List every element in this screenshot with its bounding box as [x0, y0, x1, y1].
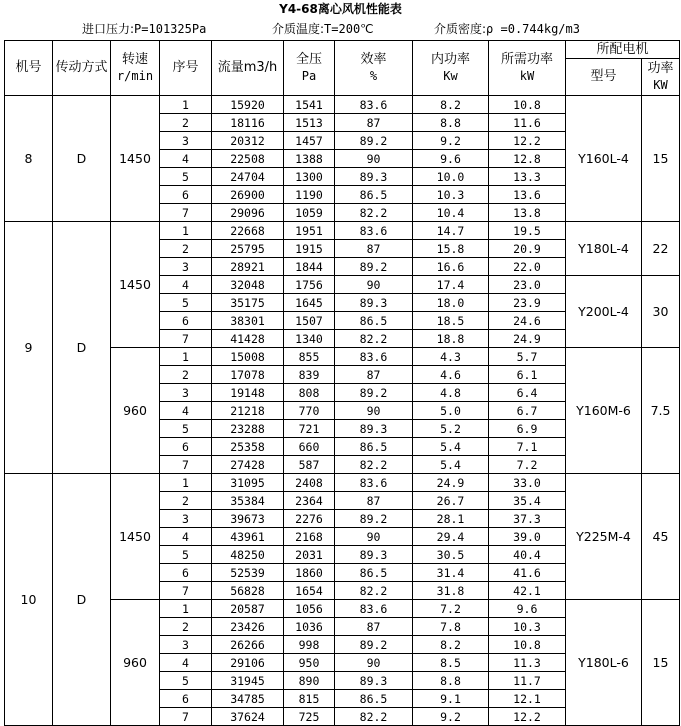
drive-cell: D [53, 222, 111, 474]
header-efficiency [335, 41, 413, 96]
required-power-cell: 22.0 [489, 258, 566, 276]
required-power-cell: 12.2 [489, 708, 566, 726]
flow-cell: 20587 [212, 600, 284, 618]
flow-cell: 35384 [212, 492, 284, 510]
table-body [5, 96, 680, 726]
medium-density [434, 19, 580, 39]
seq-cell: 7 [160, 582, 212, 600]
header-internal-power [413, 41, 489, 96]
flow-cell: 28921 [212, 258, 284, 276]
motor-power-cell: 15 [642, 600, 680, 726]
internal-power-cell: 18.8 [413, 330, 489, 348]
internal-power-cell: 9.2 [413, 708, 489, 726]
required-power-cell: 35.4 [489, 492, 566, 510]
drive-cell: D [53, 96, 111, 222]
header-speed-unit: r/min [116, 68, 154, 83]
required-power-cell: 37.3 [489, 510, 566, 528]
internal-power-cell: 7.8 [413, 618, 489, 636]
seq-cell: 6 [160, 438, 212, 456]
internal-power-cell: 7.2 [413, 600, 489, 618]
flow-cell: 18116 [212, 114, 284, 132]
pressure-cell: 1513 [284, 114, 335, 132]
header-efficiency-unit: % [369, 68, 378, 83]
pressure-cell: 1844 [284, 258, 335, 276]
pressure-cell: 1059 [284, 204, 335, 222]
header-motor-group [566, 41, 680, 59]
machine-no-cell: 8 [5, 96, 53, 222]
pressure-cell: 2031 [284, 546, 335, 564]
pressure-cell: 1300 [284, 168, 335, 186]
seq-cell: 6 [160, 564, 212, 582]
medium-density-label: 介质密度: [434, 22, 487, 36]
seq-cell: 7 [160, 204, 212, 222]
required-power-cell: 13.8 [489, 204, 566, 222]
flow-cell: 39673 [212, 510, 284, 528]
internal-power-cell: 30.5 [413, 546, 489, 564]
required-power-cell: 10.3 [489, 618, 566, 636]
seq-cell: 3 [160, 510, 212, 528]
efficiency-cell: 83.6 [335, 474, 413, 492]
seq-cell: 6 [160, 186, 212, 204]
pressure-cell: 587 [284, 456, 335, 474]
flow-cell: 29106 [212, 654, 284, 672]
header-machine-no [5, 41, 53, 96]
header-required-power-label: 所需功率 [500, 51, 553, 67]
internal-power-cell: 10.4 [413, 204, 489, 222]
header-pressure [284, 41, 335, 96]
efficiency-cell: 83.6 [335, 600, 413, 618]
required-power-cell: 33.0 [489, 474, 566, 492]
pressure-cell: 808 [284, 384, 335, 402]
flow-cell: 22668 [212, 222, 284, 240]
inlet-pressure-label: 进口压力: [82, 22, 135, 36]
required-power-cell: 6.9 [489, 420, 566, 438]
flow-cell: 26900 [212, 186, 284, 204]
internal-power-cell: 26.7 [413, 492, 489, 510]
pressure-cell: 2364 [284, 492, 335, 510]
required-power-cell: 12.1 [489, 690, 566, 708]
seq-cell: 1 [160, 96, 212, 114]
pressure-cell: 1457 [284, 132, 335, 150]
flow-cell: 25358 [212, 438, 284, 456]
internal-power-cell: 4.3 [413, 348, 489, 366]
speed-cell: 960 [111, 348, 160, 474]
internal-power-cell: 9.2 [413, 132, 489, 150]
header-internal-power-unit: Kw [443, 68, 458, 83]
seq-cell: 3 [160, 384, 212, 402]
speed-cell: 1450 [111, 96, 160, 222]
flow-cell: 23288 [212, 420, 284, 438]
internal-power-cell: 4.8 [413, 384, 489, 402]
efficiency-cell: 89.3 [335, 546, 413, 564]
header-efficiency-label: 效率 [360, 51, 387, 67]
header-flow [212, 41, 284, 96]
header-motor-power-label: 功率 [647, 60, 674, 76]
pressure-cell: 2168 [284, 528, 335, 546]
speed-cell: 1450 [111, 222, 160, 348]
efficiency-cell: 87 [335, 114, 413, 132]
seq-cell: 5 [160, 420, 212, 438]
internal-power-cell: 31.8 [413, 582, 489, 600]
flow-cell: 56828 [212, 582, 284, 600]
required-power-cell: 20.9 [489, 240, 566, 258]
seq-cell: 4 [160, 654, 212, 672]
required-power-cell: 6.1 [489, 366, 566, 384]
efficiency-cell: 86.5 [335, 186, 413, 204]
header-drive-label: 传动方式 [55, 60, 108, 75]
internal-power-cell: 5.2 [413, 420, 489, 438]
required-power-cell: 23.9 [489, 294, 566, 312]
internal-power-cell: 5.4 [413, 438, 489, 456]
flow-cell: 15920 [212, 96, 284, 114]
efficiency-cell: 82.2 [335, 204, 413, 222]
flow-cell: 17078 [212, 366, 284, 384]
efficiency-cell: 83.6 [335, 348, 413, 366]
efficiency-cell: 90 [335, 654, 413, 672]
efficiency-cell: 83.6 [335, 96, 413, 114]
efficiency-cell: 89.2 [335, 258, 413, 276]
seq-cell: 1 [160, 474, 212, 492]
required-power-cell: 19.5 [489, 222, 566, 240]
flow-cell: 48250 [212, 546, 284, 564]
efficiency-cell: 89.2 [335, 636, 413, 654]
internal-power-cell: 28.1 [413, 510, 489, 528]
flow-cell: 35175 [212, 294, 284, 312]
drive-cell: D [53, 474, 111, 726]
seq-cell: 1 [160, 600, 212, 618]
required-power-cell: 11.7 [489, 672, 566, 690]
medium-temperature-value: T=200℃ [324, 22, 374, 36]
efficiency-cell: 90 [335, 402, 413, 420]
required-power-cell: 39.0 [489, 528, 566, 546]
seq-cell: 2 [160, 492, 212, 510]
seq-cell: 1 [160, 348, 212, 366]
fan-performance-table [4, 40, 680, 726]
internal-power-cell: 29.4 [413, 528, 489, 546]
header-motor-model-label: 型号 [590, 69, 617, 84]
efficiency-cell: 86.5 [335, 438, 413, 456]
efficiency-cell: 89.3 [335, 672, 413, 690]
header-motor-model [566, 59, 642, 96]
internal-power-cell: 8.8 [413, 114, 489, 132]
header-drive [53, 41, 111, 96]
flow-cell: 21218 [212, 402, 284, 420]
machine-no-cell: 10 [5, 474, 53, 726]
internal-power-cell: 8.2 [413, 636, 489, 654]
efficiency-cell: 87 [335, 492, 413, 510]
flow-cell: 34785 [212, 690, 284, 708]
flow-cell: 43961 [212, 528, 284, 546]
pressure-cell: 660 [284, 438, 335, 456]
required-power-cell: 42.1 [489, 582, 566, 600]
internal-power-cell: 5.0 [413, 402, 489, 420]
pressure-cell: 2276 [284, 510, 335, 528]
efficiency-cell: 89.2 [335, 510, 413, 528]
motor-power-cell: 30 [642, 276, 680, 348]
motor-model-cell: Y180L-4 [566, 222, 642, 276]
efficiency-cell: 87 [335, 240, 413, 258]
pressure-cell: 1388 [284, 150, 335, 168]
pressure-cell: 721 [284, 420, 335, 438]
inlet-pressure [82, 19, 206, 39]
efficiency-cell: 82.2 [335, 582, 413, 600]
seq-cell: 5 [160, 546, 212, 564]
seq-cell: 5 [160, 672, 212, 690]
efficiency-cell: 89.2 [335, 384, 413, 402]
flow-cell: 26266 [212, 636, 284, 654]
flow-cell: 24704 [212, 168, 284, 186]
seq-cell: 2 [160, 366, 212, 384]
pressure-cell: 1756 [284, 276, 335, 294]
pressure-cell: 839 [284, 366, 335, 384]
efficiency-cell: 87 [335, 618, 413, 636]
speed-cell: 960 [111, 600, 160, 726]
flow-cell: 19148 [212, 384, 284, 402]
pressure-cell: 1541 [284, 96, 335, 114]
efficiency-cell: 90 [335, 528, 413, 546]
required-power-cell: 11.6 [489, 114, 566, 132]
motor-model-cell: Y160L-4 [566, 96, 642, 222]
required-power-cell: 6.4 [489, 384, 566, 402]
seq-cell: 3 [160, 258, 212, 276]
motor-model-cell: Y160M-6 [566, 348, 642, 474]
internal-power-cell: 10.3 [413, 186, 489, 204]
efficiency-cell: 82.2 [335, 330, 413, 348]
efficiency-cell: 87 [335, 366, 413, 384]
internal-power-cell: 16.6 [413, 258, 489, 276]
pressure-cell: 1860 [284, 564, 335, 582]
seq-cell: 5 [160, 294, 212, 312]
flow-cell: 52539 [212, 564, 284, 582]
pressure-cell: 950 [284, 654, 335, 672]
required-power-cell: 7.1 [489, 438, 566, 456]
pressure-cell: 1036 [284, 618, 335, 636]
table-row [5, 222, 680, 240]
seq-cell: 4 [160, 528, 212, 546]
table-row [5, 474, 680, 492]
header-seq [160, 41, 212, 96]
seq-cell: 4 [160, 276, 212, 294]
seq-cell: 2 [160, 618, 212, 636]
required-power-cell: 10.8 [489, 636, 566, 654]
internal-power-cell: 8.8 [413, 672, 489, 690]
required-power-cell: 13.6 [489, 186, 566, 204]
motor-model-cell: Y180L-6 [566, 600, 642, 726]
internal-power-cell: 24.9 [413, 474, 489, 492]
flow-cell: 22508 [212, 150, 284, 168]
efficiency-cell: 82.2 [335, 708, 413, 726]
internal-power-cell: 18.5 [413, 312, 489, 330]
flow-cell: 27428 [212, 456, 284, 474]
flow-cell: 15008 [212, 348, 284, 366]
seq-cell: 7 [160, 708, 212, 726]
motor-model-cell: Y200L-4 [566, 276, 642, 348]
required-power-cell: 12.2 [489, 132, 566, 150]
efficiency-cell: 82.2 [335, 456, 413, 474]
seq-cell: 5 [160, 168, 212, 186]
flow-cell: 23426 [212, 618, 284, 636]
seq-cell: 2 [160, 114, 212, 132]
pressure-cell: 890 [284, 672, 335, 690]
flow-cell: 29096 [212, 204, 284, 222]
internal-power-cell: 4.6 [413, 366, 489, 384]
efficiency-cell: 86.5 [335, 564, 413, 582]
internal-power-cell: 17.4 [413, 276, 489, 294]
medium-temperature [272, 19, 374, 39]
required-power-cell: 23.0 [489, 276, 566, 294]
required-power-cell: 6.7 [489, 402, 566, 420]
pressure-cell: 1190 [284, 186, 335, 204]
efficiency-cell: 83.6 [335, 222, 413, 240]
seq-cell: 2 [160, 240, 212, 258]
header-motor-power [642, 59, 680, 96]
table-title: Y4-68离心风机性能表 [279, 2, 402, 16]
header-required-power [489, 41, 566, 96]
internal-power-cell: 14.7 [413, 222, 489, 240]
flow-cell: 37624 [212, 708, 284, 726]
pressure-cell: 998 [284, 636, 335, 654]
required-power-cell: 12.8 [489, 150, 566, 168]
efficiency-cell: 89.3 [335, 168, 413, 186]
pressure-cell: 1340 [284, 330, 335, 348]
header-motor-group-label: 所配电机 [596, 41, 649, 57]
header-motor-power-unit: KW [653, 77, 668, 92]
header-speed-label: 转速 [121, 51, 148, 67]
flow-cell: 20312 [212, 132, 284, 150]
seq-cell: 1 [160, 222, 212, 240]
flow-cell: 31945 [212, 672, 284, 690]
internal-power-cell: 10.0 [413, 168, 489, 186]
internal-power-cell: 31.4 [413, 564, 489, 582]
flow-cell: 41428 [212, 330, 284, 348]
pressure-cell: 1951 [284, 222, 335, 240]
efficiency-cell: 89.2 [335, 132, 413, 150]
flow-cell: 38301 [212, 312, 284, 330]
required-power-cell: 10.8 [489, 96, 566, 114]
seq-cell: 7 [160, 330, 212, 348]
efficiency-cell: 90 [335, 276, 413, 294]
header-required-power-unit: kW [519, 68, 535, 83]
required-power-cell: 41.6 [489, 564, 566, 582]
seq-cell: 7 [160, 456, 212, 474]
pressure-cell: 2408 [284, 474, 335, 492]
flow-cell: 31095 [212, 474, 284, 492]
pressure-cell: 1654 [284, 582, 335, 600]
efficiency-cell: 90 [335, 150, 413, 168]
machine-no-cell: 9 [5, 222, 53, 474]
header-pressure-label: 全压 [295, 51, 322, 67]
pressure-cell: 725 [284, 708, 335, 726]
internal-power-cell: 5.4 [413, 456, 489, 474]
pressure-cell: 1056 [284, 600, 335, 618]
required-power-cell: 24.9 [489, 330, 566, 348]
header-speed [111, 41, 160, 96]
required-power-cell: 7.2 [489, 456, 566, 474]
seq-cell: 4 [160, 150, 212, 168]
flow-cell: 32048 [212, 276, 284, 294]
pressure-cell: 815 [284, 690, 335, 708]
seq-cell: 6 [160, 312, 212, 330]
efficiency-cell: 86.5 [335, 690, 413, 708]
flow-cell: 25795 [212, 240, 284, 258]
pressure-cell: 855 [284, 348, 335, 366]
internal-power-cell: 8.5 [413, 654, 489, 672]
seq-cell: 6 [160, 690, 212, 708]
motor-power-cell: 7.5 [642, 348, 680, 474]
internal-power-cell: 15.8 [413, 240, 489, 258]
pressure-cell: 770 [284, 402, 335, 420]
required-power-cell: 5.7 [489, 348, 566, 366]
efficiency-cell: 89.3 [335, 294, 413, 312]
header-flow-label: 流量m3/h [217, 60, 278, 75]
required-power-cell: 40.4 [489, 546, 566, 564]
motor-power-cell: 22 [642, 222, 680, 276]
motor-power-cell: 15 [642, 96, 680, 222]
efficiency-cell: 89.3 [335, 420, 413, 438]
motor-model-cell: Y225M-4 [566, 474, 642, 600]
header-machine-no-label: 机号 [15, 60, 42, 75]
internal-power-cell: 8.2 [413, 96, 489, 114]
internal-power-cell: 9.1 [413, 690, 489, 708]
medium-density-value: ρ =0.744kg/m3 [486, 22, 580, 36]
pressure-cell: 1507 [284, 312, 335, 330]
speed-cell: 1450 [111, 474, 160, 600]
pressure-cell: 1645 [284, 294, 335, 312]
header-pressure-unit: Pa [301, 68, 317, 83]
header-seq-label: 序号 [172, 60, 199, 75]
table-row [5, 96, 680, 114]
efficiency-cell: 86.5 [335, 312, 413, 330]
pressure-cell: 1915 [284, 240, 335, 258]
seq-cell: 4 [160, 402, 212, 420]
required-power-cell: 9.6 [489, 600, 566, 618]
seq-cell: 3 [160, 636, 212, 654]
required-power-cell: 11.3 [489, 654, 566, 672]
inlet-pressure-value: P=101325Pa [134, 22, 207, 36]
motor-power-cell: 45 [642, 474, 680, 600]
required-power-cell: 13.3 [489, 168, 566, 186]
header-internal-power-label: 内功率 [430, 51, 470, 67]
required-power-cell: 24.6 [489, 312, 566, 330]
medium-temperature-label: 介质温度: [272, 22, 325, 36]
seq-cell: 3 [160, 132, 212, 150]
internal-power-cell: 9.6 [413, 150, 489, 168]
internal-power-cell: 18.0 [413, 294, 489, 312]
